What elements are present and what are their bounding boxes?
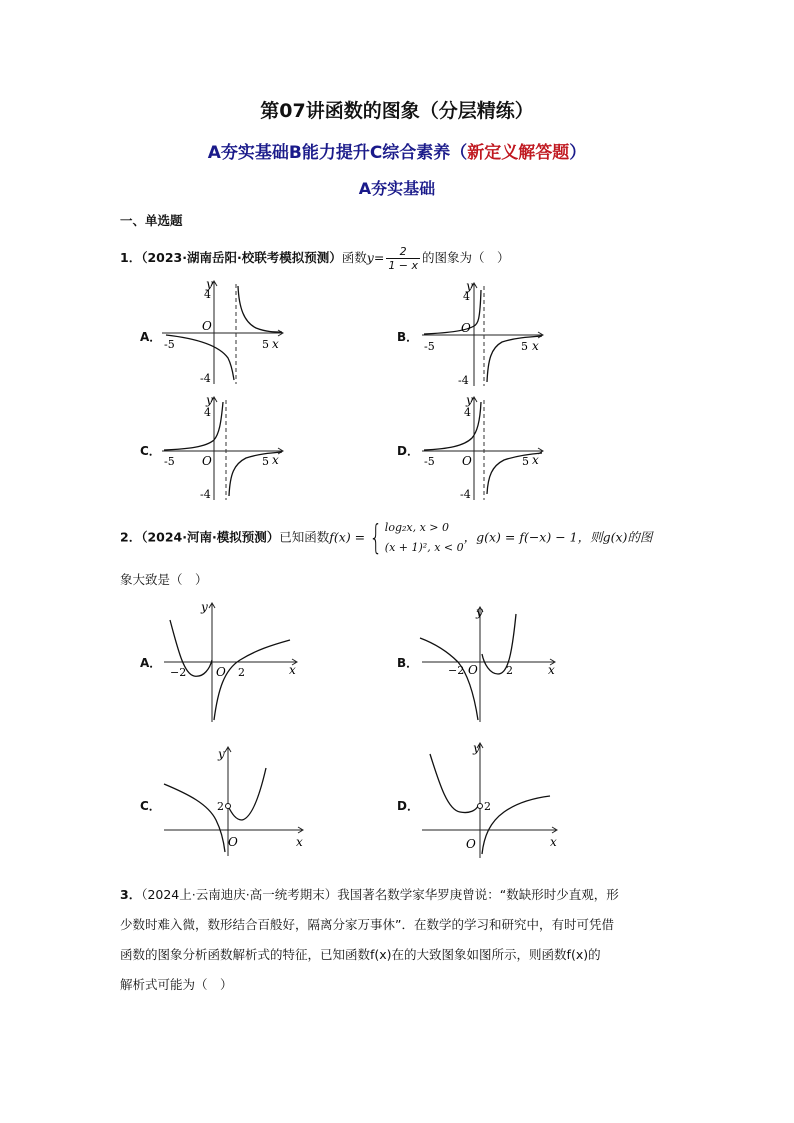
question-1-text-after: 的图象为（ ） <box>422 250 510 265</box>
q1-option-c-label[interactable]: C． <box>140 444 161 458</box>
subtitle <box>0 138 794 163</box>
tick-top: 4 <box>204 288 211 301</box>
curve-left-branch <box>424 290 481 334</box>
tick-neg: −2 <box>448 664 465 677</box>
question-2-number: 2． <box>120 529 142 545</box>
y-axis-label: y <box>466 394 473 407</box>
origin-label: O <box>461 321 471 335</box>
y-axis-label: y <box>218 747 225 761</box>
question-2-stem <box>120 518 652 558</box>
x-axis-label: x <box>532 453 539 467</box>
open-point <box>226 804 231 809</box>
y-axis-label: y <box>473 741 480 755</box>
curve-right-branch <box>238 286 282 332</box>
origin-label: O <box>216 665 226 679</box>
question-2-text-middle: ，g(x) = f(−x) − 1，则g(x)的图 <box>463 529 653 545</box>
tick-left: -5 <box>164 338 175 351</box>
x-axis-label: x <box>289 663 296 677</box>
question-3-line-1 <box>120 880 680 910</box>
tick-right: 5 <box>521 340 528 353</box>
question-3-text-1: （2024上·云南迪庆·高一统考期末）我国著名数学家华罗庚曾说：“数缺形时少直观，形 <box>141 887 619 902</box>
tick-right: 5 <box>522 455 529 468</box>
tick-left: -5 <box>424 455 435 468</box>
y-axis-label: y <box>201 600 208 614</box>
question-2-func-name: f(x) = <box>329 529 366 545</box>
q2-option-b-label[interactable]: B． <box>397 656 419 670</box>
x-axis-label: x <box>296 835 303 849</box>
question-1-stem <box>120 245 510 272</box>
q2-option-d-label[interactable]: D． <box>397 799 419 813</box>
question-3-line-2: 少数时难入微，数形结合百般好，隔离分家万事休”．在数学的学习和研究中，有时可凭借 <box>120 917 614 932</box>
q2-graph-c <box>160 744 310 859</box>
x-axis-label: x <box>548 663 555 677</box>
subtitle-suffix: ） <box>569 143 587 163</box>
tick-right: 5 <box>262 338 269 351</box>
section-title: A夯实基础 <box>358 179 436 198</box>
question-1-var: y <box>366 250 374 265</box>
tick-neg: −2 <box>170 666 187 679</box>
q2-graph-a <box>160 600 305 725</box>
fraction-numerator: 2 <box>386 245 420 259</box>
tick-left: -5 <box>164 455 175 468</box>
tick-bottom: -4 <box>200 372 211 385</box>
q2-graph-b <box>418 604 563 729</box>
curve-left-branch <box>164 784 225 852</box>
q1-graph-d <box>418 394 548 504</box>
tick-bottom: -4 <box>200 488 211 501</box>
q1-graph-a <box>158 278 288 388</box>
section-heading: 一、单选题 <box>120 213 183 228</box>
curve-right-branch <box>214 640 290 720</box>
open-point <box>478 804 483 809</box>
page-title: 第07讲函数的图象（分层精练） <box>260 100 534 122</box>
question-2-source: （2024·河南·模拟预测） <box>141 529 280 545</box>
fraction-denominator: 1 − x <box>388 259 419 272</box>
curve-left-branch <box>424 402 481 450</box>
origin-label: O <box>228 835 238 849</box>
x-axis-label: x <box>532 339 539 353</box>
q2-option-a-label[interactable]: A． <box>140 656 162 670</box>
q1-option-b-label[interactable]: B． <box>397 330 419 344</box>
question-1-source: （2023·湖南岳阳·校联考模拟预测） <box>141 250 342 265</box>
q2-option-c-label[interactable]: C． <box>140 799 161 813</box>
tick-top: 4 <box>463 290 470 303</box>
tick-bottom: -4 <box>458 374 469 387</box>
q1-option-a-label[interactable]: A． <box>140 330 162 344</box>
x-axis-label: x <box>272 453 279 467</box>
y-axis-label: y <box>476 605 483 619</box>
tick-pos: 2 <box>238 666 245 679</box>
curve-right-branch <box>228 768 266 820</box>
origin-label: O <box>466 837 476 851</box>
piecewise-cases <box>385 518 464 558</box>
question-2-line2: 象大致是（ ） <box>120 572 208 587</box>
piece-2: (x + 1)², x < 0 <box>384 541 464 554</box>
subtitle-prefix: A夯实基础B能力提升C综合素养（ <box>207 143 468 163</box>
tick-top: 4 <box>204 406 211 419</box>
piecewise-brace: { <box>369 518 383 558</box>
curve-left-branch <box>420 638 478 720</box>
tick-top: 4 <box>464 406 471 419</box>
origin-label: O <box>202 319 212 333</box>
q2-graph-d <box>418 740 563 860</box>
tick-pos: 2 <box>506 664 513 677</box>
origin-label: O <box>462 454 472 468</box>
x-axis-label: x <box>272 337 279 351</box>
tick-y: 2 <box>217 800 224 813</box>
question-1-equals: = <box>373 250 385 265</box>
q1-graph-c <box>158 394 288 504</box>
question-3-stem <box>120 880 680 1000</box>
curve-left-branch <box>430 754 478 813</box>
piece-1: log₂x, x > 0 <box>384 521 449 534</box>
q1-graph-b <box>418 280 548 390</box>
x-axis-label: x <box>550 835 557 849</box>
tick-y: 2 <box>484 800 491 813</box>
question-3-number: 3． <box>120 887 142 902</box>
origin-label: O <box>202 454 212 468</box>
curve-right-branch <box>482 796 550 854</box>
y-axis-label: y <box>206 278 213 291</box>
question-1-fraction <box>386 245 420 272</box>
y-axis-label: y <box>206 394 213 407</box>
y-axis-label: y <box>466 280 473 293</box>
tick-right: 5 <box>262 455 269 468</box>
subtitle-highlight: 新定义解答题 <box>467 143 570 163</box>
question-1-number: 1． <box>120 250 142 265</box>
question-1-text-before: 函数 <box>341 250 367 265</box>
question-2-text-before: 已知函数 <box>279 529 330 545</box>
question-3-line-4: 解析式可能为（ ） <box>120 977 233 992</box>
tick-left: -5 <box>424 340 435 353</box>
question-3-line-3: 函数的图象分析函数解析式的特征，已知函数f(x)在的大致图象如图所示，则函数f(x)的 <box>120 947 601 962</box>
tick-bottom: -4 <box>460 488 471 501</box>
origin-label: O <box>468 663 478 677</box>
q1-option-d-label[interactable]: D． <box>397 444 419 458</box>
